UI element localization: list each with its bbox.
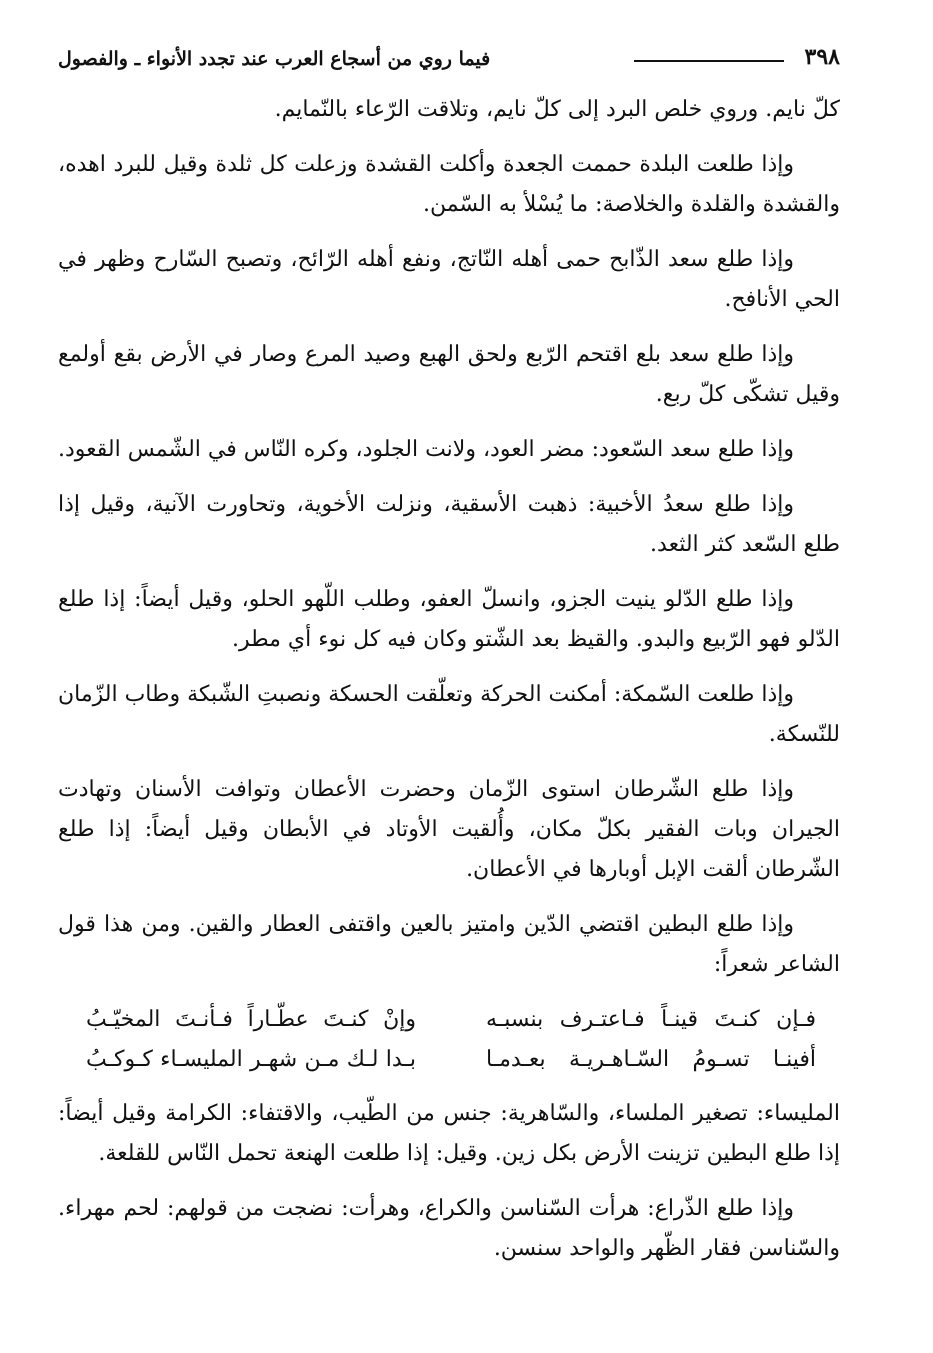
header-rule xyxy=(634,60,784,62)
poem-block xyxy=(58,1000,840,1080)
page-number: ٣٩٨ xyxy=(804,44,840,70)
book-page xyxy=(58,40,840,1320)
paragraph: وإذا طلعت البلدة حممت الجعدة وأكلت القشدة وزعلت كل ثلدة وقيل للبرد اهده، والقشدة والقلدة والخلاصة: ما يُسْلأ به السّمن. xyxy=(58,152,840,217)
paragraph: وإذا طلع سعد بلع اقتحم الرّبع ولحق الهبع وصيد المرع وصار في الأرض بقع أولمع وقيل تشكّى كلّ ربع. xyxy=(58,342,840,407)
verse-first-hemistich: أفينـا تسـومُ السّـاهـريـة بعـدمـا xyxy=(486,1047,816,1072)
poem-verse xyxy=(58,1040,840,1080)
page-header xyxy=(58,40,840,80)
paragraph: وإذا طلع الدّلو ينيت الجزو، وانسلّ العفو، وطلب اللّهو الحلو، وقيل أيضاً: إذا طلع الدّلو فهو الرّبيع والبدو. والقيظ بعد الشّتو وكان فيه كل نوء أي مطر. xyxy=(58,587,840,652)
paragraph: وإذا طلع الذّراع: هرأت السّناسن والكراع، وهرأت: نضجت من قولهم: لحم مهراء. والسّناسن فقار الظّهر والواحد سنسن. xyxy=(58,1196,840,1261)
poem-verse xyxy=(58,1000,840,1040)
paragraph: وإذا طلع الشّرطان استوى الزّمان وحضرت الأعطان وتوافت الأسنان وتهادت الجيران وبات الفقير بكلّ مكان، وأُلقيت الأوتاد في الأبطان وقيل أيضاً: إذا طلع الشّرطان ألقت الإبل أوبارها في الأعطان. xyxy=(58,777,840,882)
running-title: فيما روي من أسجاع العرب عند تجدد الأنواء ـ والفصول xyxy=(58,48,491,70)
paragraph: وإذا طلع البطين اقتضي الدّين وامتيز بالعين واقتفى العطار والقين. ومن هذا قول الشاعر شعراً: xyxy=(58,912,840,977)
paragraph: وإذا طلعت السّمكة: أمكنت الحركة وتعلّقت الحسكة ونصبتِ الشّبكة وطاب الزّمان للنّسكة. xyxy=(57,682,840,747)
paragraph: وإذا طلع سعدُ الأخبية: ذهبت الأسقية، ونزلت الأخوية، وتحاورت الآنية، وقيل إذا طلع السّعد كثر الثعد. xyxy=(58,492,840,557)
paragraph: وإذا طلع سعد السّعود: مضر العود، ولانت الجلود، وكره النّاس في الشّمس القعود. xyxy=(58,437,794,462)
verse-first-hemistich: فـإن كنـتَ قينـاً فـاعتـرف بنسبـه xyxy=(486,1007,816,1032)
paragraph: المليساء: تصغير الملساء، والسّاهرية: جنس من الطّيب، والاقتفاء: الكرامة وقيل أيضاً: إذا طلع البطين تزينت الأرض بكل زين. وقيل: إذا طلعت الهنعة تحمل النّاس للقلعة. xyxy=(58,1101,840,1166)
page-body xyxy=(58,90,840,1284)
paragraph: كلّ نايم. وروي خلص البرد إلى كلّ نايم، وتلاقت الرّعاء بالنّمايم. xyxy=(274,97,840,122)
verse-second-hemistich: وإنْ كنـتَ عطّـاراً فـأنـتَ المخيّـبُ xyxy=(86,1007,416,1032)
paragraph: وإذا طلع سعد الذّابح حمى أهله النّاتج، ونفع أهله الرّائح، وتصبح السّارح وظهر في الحي الأنافح. xyxy=(58,247,840,312)
verse-second-hemistich: بـدا لـك مـن شهـر المليسـاء كـوكـبُ xyxy=(86,1047,416,1072)
